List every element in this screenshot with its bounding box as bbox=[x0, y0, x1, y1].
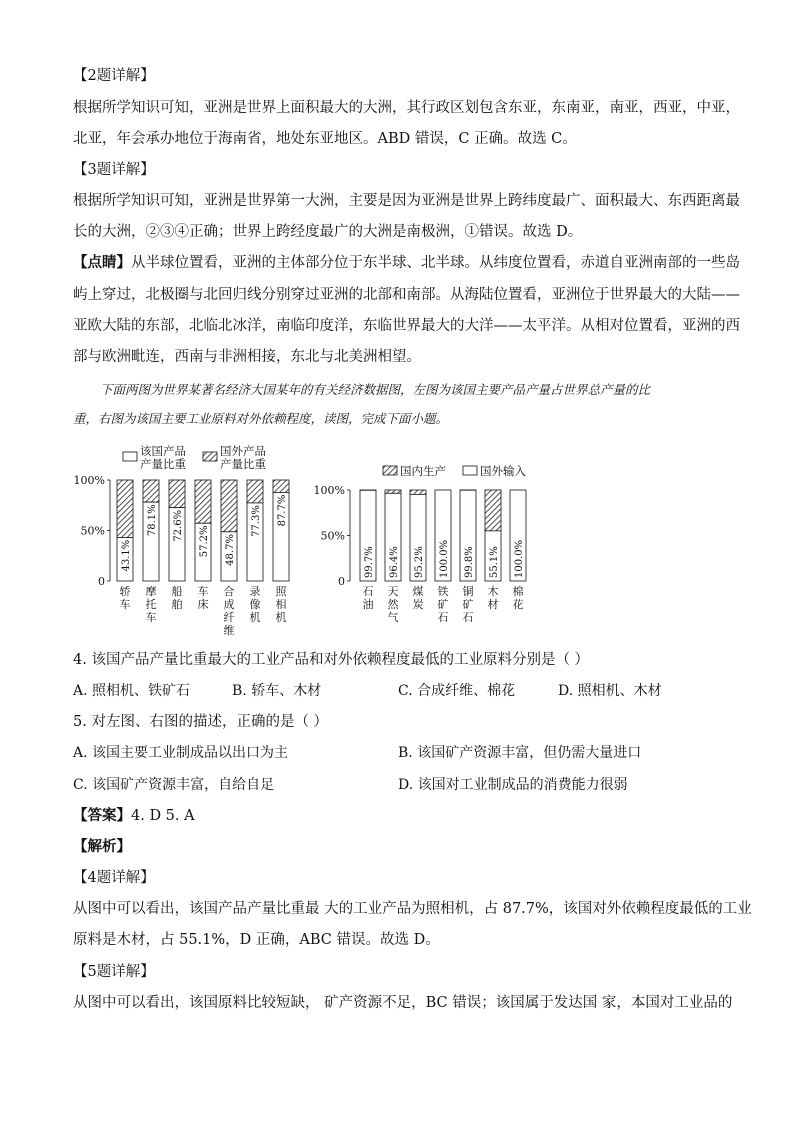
answer-text: 4. D 5. A bbox=[131, 808, 195, 824]
category-label: 木材 bbox=[487, 585, 499, 611]
bar-segment-top bbox=[143, 480, 159, 502]
intro-line2: 重，右图为该国主要工业原料对外依赖程度，读图，完成下面小题。 bbox=[73, 411, 449, 426]
bar-segment-top bbox=[410, 490, 426, 494]
bar-segment-top bbox=[273, 480, 289, 492]
bar-value-label: 72.6% bbox=[173, 509, 184, 542]
q5-option-a[interactable]: A. 该国主要工业制成品以出口为主 bbox=[73, 745, 289, 761]
bar-value-label: 96.4% bbox=[389, 546, 400, 578]
left-chart bbox=[74, 444, 289, 637]
charts-figure bbox=[60, 440, 560, 640]
bar-segment-top bbox=[169, 480, 185, 508]
bar-value-label: 95.2% bbox=[414, 546, 425, 578]
dianjing-label: 【点睛】 bbox=[73, 254, 131, 271]
q3-line2: 长的大洲，②③④正确；世界上跨经度最广的大洲是南极洲，①错误。故选 D。 bbox=[73, 224, 583, 240]
q4-detail-line2: 原料是木材，占 55.1%，D 正确，ABC 错误。故选 D。 bbox=[73, 932, 440, 948]
legend-swatch bbox=[383, 466, 397, 475]
q4-stem: 4. 该国产品产量比重最大的工业产品和对外依赖程度最低的工业原料分别是（ ） bbox=[73, 652, 590, 668]
category-label: 照相机 bbox=[275, 585, 287, 624]
bar-value-label: 48.7% bbox=[225, 534, 236, 566]
category-label: 天然气 bbox=[387, 585, 399, 624]
legend-label: 产量比重 bbox=[220, 457, 266, 471]
answer-line bbox=[73, 806, 723, 826]
legend-swatch bbox=[463, 466, 477, 475]
q4-option-d[interactable]: D. 照相机、木材 bbox=[558, 683, 662, 699]
q4-option-a[interactable]: A. 照相机、铁矿石 bbox=[73, 683, 191, 699]
bar-value-label: 78.1% bbox=[147, 504, 158, 537]
category-label: 船舶 bbox=[171, 585, 183, 611]
bar-segment-top bbox=[117, 480, 133, 537]
y-tick-label: 100% bbox=[73, 474, 105, 487]
q5-option-b[interactable]: B. 该国矿产资源丰富，但仍需大量进口 bbox=[398, 745, 642, 761]
bar-value-label: 55.1% bbox=[489, 546, 500, 578]
q5-stem: 5. 对左图、右图的描述，正确的是（ ） bbox=[73, 714, 329, 730]
legend-swatch bbox=[203, 452, 217, 461]
bar-value-label: 43.1% bbox=[121, 539, 132, 572]
bar-segment-top bbox=[247, 480, 263, 503]
q5-detail-line1: 从图中可以看出，该国原料比较短缺， 矿产资源不足，BC 错误；该国属于发达国 家，本国对工业品的 bbox=[73, 995, 733, 1011]
y-tick-label: 0 bbox=[98, 575, 105, 588]
q2-line2: 北亚，年会承办地位于海南省，地处东亚地区。ABD 错误，C 正确。故选 C。 bbox=[73, 131, 577, 147]
category-label: 车床 bbox=[197, 585, 209, 611]
q4-option-c[interactable]: C. 合成纤维、棉花 bbox=[398, 683, 516, 699]
dianjing-line4: 部与欧洲毗连，西南与非洲相接，东北与北美洲相望。 bbox=[73, 349, 421, 365]
bar-value-label: 99.8% bbox=[464, 546, 475, 578]
legend-label: 国内生产 bbox=[400, 464, 446, 478]
dianjing-line3: 亚欧大陆的东部，北临北冰洋，南临印度洋，东临世界最大的大洋——太平洋。从相对位置看，亚洲的西 bbox=[73, 318, 740, 334]
category-label: 铁矿石 bbox=[437, 585, 449, 624]
q5-option-d[interactable]: D. 该国对工业制成品的消费能力很弱 bbox=[398, 777, 628, 793]
bar-value-label: 99.7% bbox=[364, 546, 375, 578]
bar-value-label: 100.0% bbox=[439, 539, 450, 578]
q5-detail-heading: 【5题详解】 bbox=[73, 964, 155, 980]
bar-value-label: 87.7% bbox=[277, 494, 288, 527]
q2-line1: 根据所学知识可知，亚洲是世界上面积最大的大洲，其行政区划包含东亚，东南亚，南亚，西亚，中亚， bbox=[73, 100, 740, 116]
q4-detail-line1: 从图中可以看出，该国产品产量比重最 大的工业产品为照相机，占 87.7%，该国对外依赖程度最低的工业 bbox=[73, 901, 752, 917]
category-label: 轿车 bbox=[119, 585, 131, 611]
dianjing-line2: 屿上穿过，北极圈与北回归线分别穿过亚洲的北部和南部。从海陆位置看，亚洲位于世界最大的大陆—— bbox=[73, 287, 740, 303]
q3-line1: 根据所学知识可知，亚洲是世界第一大洲，主要是因为亚洲是世界上跨纬度最广、面积最大、东西距离最 bbox=[73, 193, 740, 209]
category-label: 棉花 bbox=[512, 585, 524, 611]
category-label: 合成纤维 bbox=[223, 585, 235, 637]
category-label: 铜矿石 bbox=[462, 585, 474, 624]
right-chart bbox=[314, 464, 527, 624]
bar-segment-top bbox=[385, 490, 401, 493]
bar-segment-top bbox=[195, 480, 211, 523]
bar-value-label: 100.0% bbox=[514, 539, 525, 578]
legend-label: 产量比重 bbox=[140, 457, 186, 471]
analysis-label: 【解析】 bbox=[73, 838, 131, 855]
y-tick-label: 50% bbox=[320, 529, 345, 543]
legend-label: 国外产品 bbox=[220, 444, 266, 458]
category-label: 摩托车 bbox=[145, 585, 157, 624]
bar-segment-top bbox=[485, 490, 501, 531]
y-tick-label: 100% bbox=[313, 484, 345, 497]
q5-option-c[interactable]: C. 该国矿产资源丰富，自给自足 bbox=[73, 777, 275, 793]
bar-segment-top bbox=[221, 480, 237, 532]
legend-label: 国外输入 bbox=[480, 464, 526, 478]
answer-label: 【答案】 bbox=[73, 807, 131, 824]
bar-value-label: 57.2% bbox=[199, 525, 210, 558]
q3-heading: 【3题详解】 bbox=[73, 162, 155, 178]
legend-label: 该国产品 bbox=[140, 444, 186, 458]
category-label: 煤炭 bbox=[412, 585, 424, 611]
dianjing-line1: 【点睛】从半球位置看，亚洲的主体部分位于东半球、北半球。从纬度位置看，赤道自亚洲南部的一些岛 bbox=[73, 254, 740, 271]
bar-value-label: 77.3% bbox=[251, 505, 262, 537]
y-tick-label: 0 bbox=[338, 575, 345, 588]
category-label: 石油 bbox=[362, 585, 374, 611]
category-label: 录像机 bbox=[249, 585, 261, 624]
intro-line1: 下面两图为世界某著名经济大国某年的有关经济数据图，左图为该国主要产品产量占世界总产量的比 bbox=[100, 382, 651, 397]
q4-detail-heading: 【4题详解】 bbox=[73, 870, 155, 886]
q2-heading: 【2题详解】 bbox=[73, 68, 155, 84]
legend-swatch bbox=[123, 452, 137, 461]
q4-option-b[interactable]: B. 轿车、木材 bbox=[232, 683, 322, 699]
y-tick-label: 50% bbox=[80, 524, 105, 538]
